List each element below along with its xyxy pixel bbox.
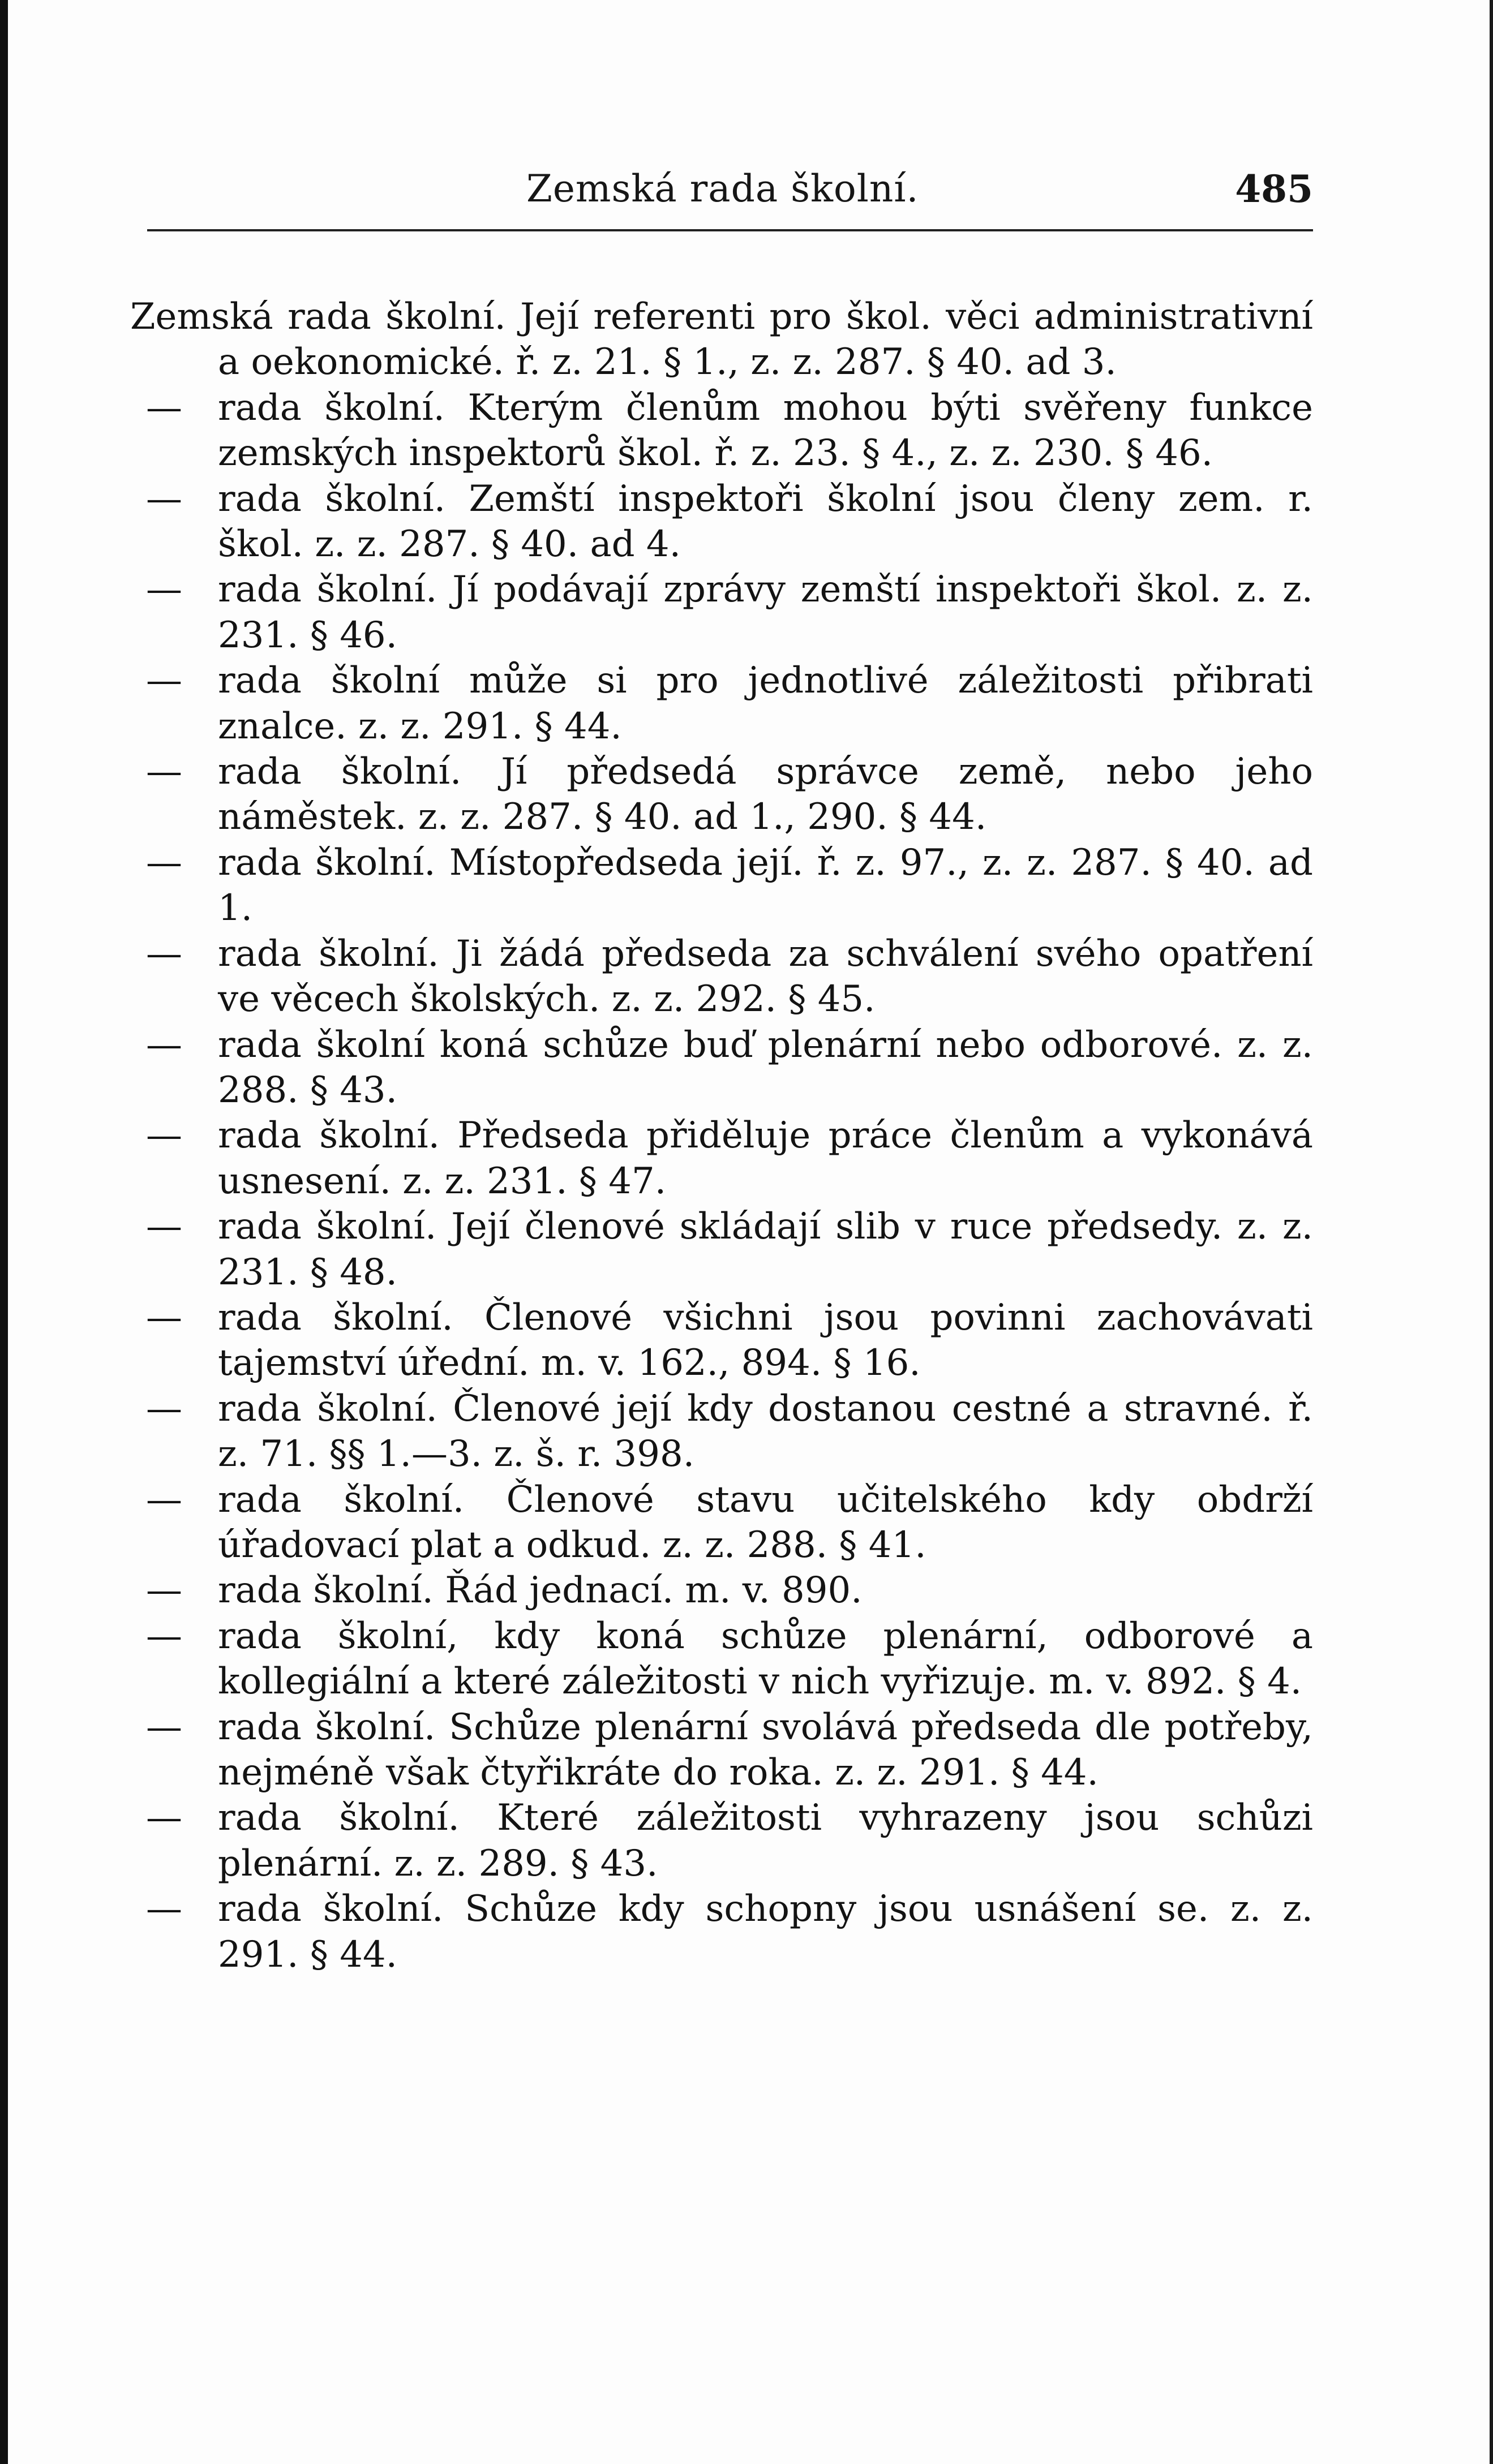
entry-dash: — (146, 1206, 182, 1248)
entry-dash: — (146, 932, 182, 975)
entry-text: rada školní. Které záležitosti vyhrazeny jsou schůzi plenární. z. z. 289. § 43. (218, 1797, 1313, 1885)
page-header (204, 167, 1313, 229)
entry-text: rada školní koná schůze buď plenární nebo odborové. z. z. 288. § 43. (218, 1024, 1313, 1111)
entry-dash: — (146, 1569, 182, 1612)
entry-text: Zemská rada školní. Její referenti pro škol. věci administrativní a oekonomické. ř. z. 21. § 1., z. z. 287. § 40. ad 3. (130, 296, 1313, 384)
entry-dash: — (146, 1706, 182, 1748)
index-entry (130, 1795, 1313, 1886)
entry-text: rada školní. Schůze kdy schopny jsou usnášení se. z. z. 291. § 44. (218, 1888, 1313, 1976)
entry-dash: — (146, 751, 182, 793)
entry-dash: — (146, 569, 182, 611)
index-entry (130, 1477, 1313, 1568)
entry-dash: — (146, 1024, 182, 1066)
entry-text: rada školní. Předseda přiděluje práce členům a vykonává usnesení. z. z. 231. § 47. (218, 1115, 1313, 1202)
entry-text: rada školní. Řád jednací. m. v. 890. (218, 1569, 863, 1612)
entry-text: rada školní. Její členové skládají slib v ruce předsedy. z. z. 231. § 48. (218, 1206, 1313, 1293)
entry-dash: — (146, 660, 182, 702)
index-entry (130, 385, 1313, 476)
entry-text: rada školní. Členové stavu učitelského kdy obdrží úřadovací plat a odkud. z. z. 288. § 41. (218, 1478, 1313, 1566)
index-entry (130, 658, 1313, 749)
entry-dash: — (146, 1115, 182, 1157)
index-entry (130, 749, 1313, 840)
index-entry (130, 476, 1313, 567)
index-entry (130, 1568, 1313, 1613)
entry-dash: — (146, 841, 182, 884)
index-entry (130, 1614, 1313, 1705)
page-number: 485 (1235, 167, 1313, 211)
entry-text: rada školní. Členové její kdy dostanou cestné a stravné. ř. z. 71. §§ 1.—3. z. š. r. 398. (218, 1387, 1313, 1476)
entry-text: rada školní. Zemští inspektoři školní jsou členy zem. r. škol. z. z. 287. § 40. ad 4. (218, 478, 1313, 566)
index-entry (130, 567, 1313, 658)
entry-text: rada školní. Členové všichni jsou povinni zachovávati tajemství úřední. m. v. 162., 894. § 16. (218, 1296, 1313, 1384)
index-entry (130, 1705, 1313, 1796)
index-entry (130, 1113, 1313, 1204)
entry-dash: — (146, 1888, 182, 1930)
header-rule (147, 229, 1313, 231)
scan-edge-left (0, 0, 8, 2464)
entry-text: rada školní. Jí předsedá správce země, nebo jeho náměstek. z. z. 287. § 40. ad 1., 290. § 44. (218, 751, 1313, 838)
entry-text: rada školní, kdy koná schůze plenární, odborové a kollegiální a které záležitosti v nich vyřizuje. m. v. 892. § 4. (218, 1615, 1313, 1703)
entry-text: rada školní. Ji žádá předseda za schválení svého opatření ve věcech školských. z. z. 292. § 45. (218, 932, 1313, 1021)
entry-text: rada školní. Kterým členům mohou býti svěřeny funkce zemských inspektorů škol. ř. z. 23. § 4., z. z. 230. § 46. (218, 386, 1313, 475)
index-entry (130, 840, 1313, 931)
entry-text: rada školní může si pro jednotlivé záležitosti přibrati znalce. z. z. 291. § 44. (218, 660, 1313, 747)
index-entry (130, 294, 1313, 385)
index-entry (130, 1295, 1313, 1386)
entry-dash: — (146, 1387, 182, 1430)
entry-text: rada školní. Místopředseda její. ř. z. 97., z. z. 287. § 40. ad 1. (218, 841, 1313, 930)
index-entry (130, 1386, 1313, 1477)
entry-dash: — (146, 1615, 182, 1657)
entry-text: rada školní. Schůze plenární svolává předseda dle potřeby, nejméně však čtyřikráte do roka. z. z. 291. § 44. (218, 1706, 1313, 1794)
entry-dash: — (146, 386, 182, 429)
scan-edge-right (1490, 0, 1493, 2464)
running-title: Zemská rada školní. (526, 167, 919, 210)
entry-text: rada školní. Jí podávají zprávy zemští inspektoři škol. z. z. 231. § 46. (218, 569, 1313, 656)
index-entries (130, 294, 1313, 1977)
index-entry (130, 1886, 1313, 1977)
entry-dash: — (146, 1797, 182, 1839)
entry-dash: — (146, 1296, 182, 1339)
entry-dash: — (146, 1478, 182, 1521)
index-entry (130, 1022, 1313, 1113)
index-entry (130, 931, 1313, 1022)
entry-dash: — (146, 478, 182, 520)
index-entry (130, 1204, 1313, 1295)
